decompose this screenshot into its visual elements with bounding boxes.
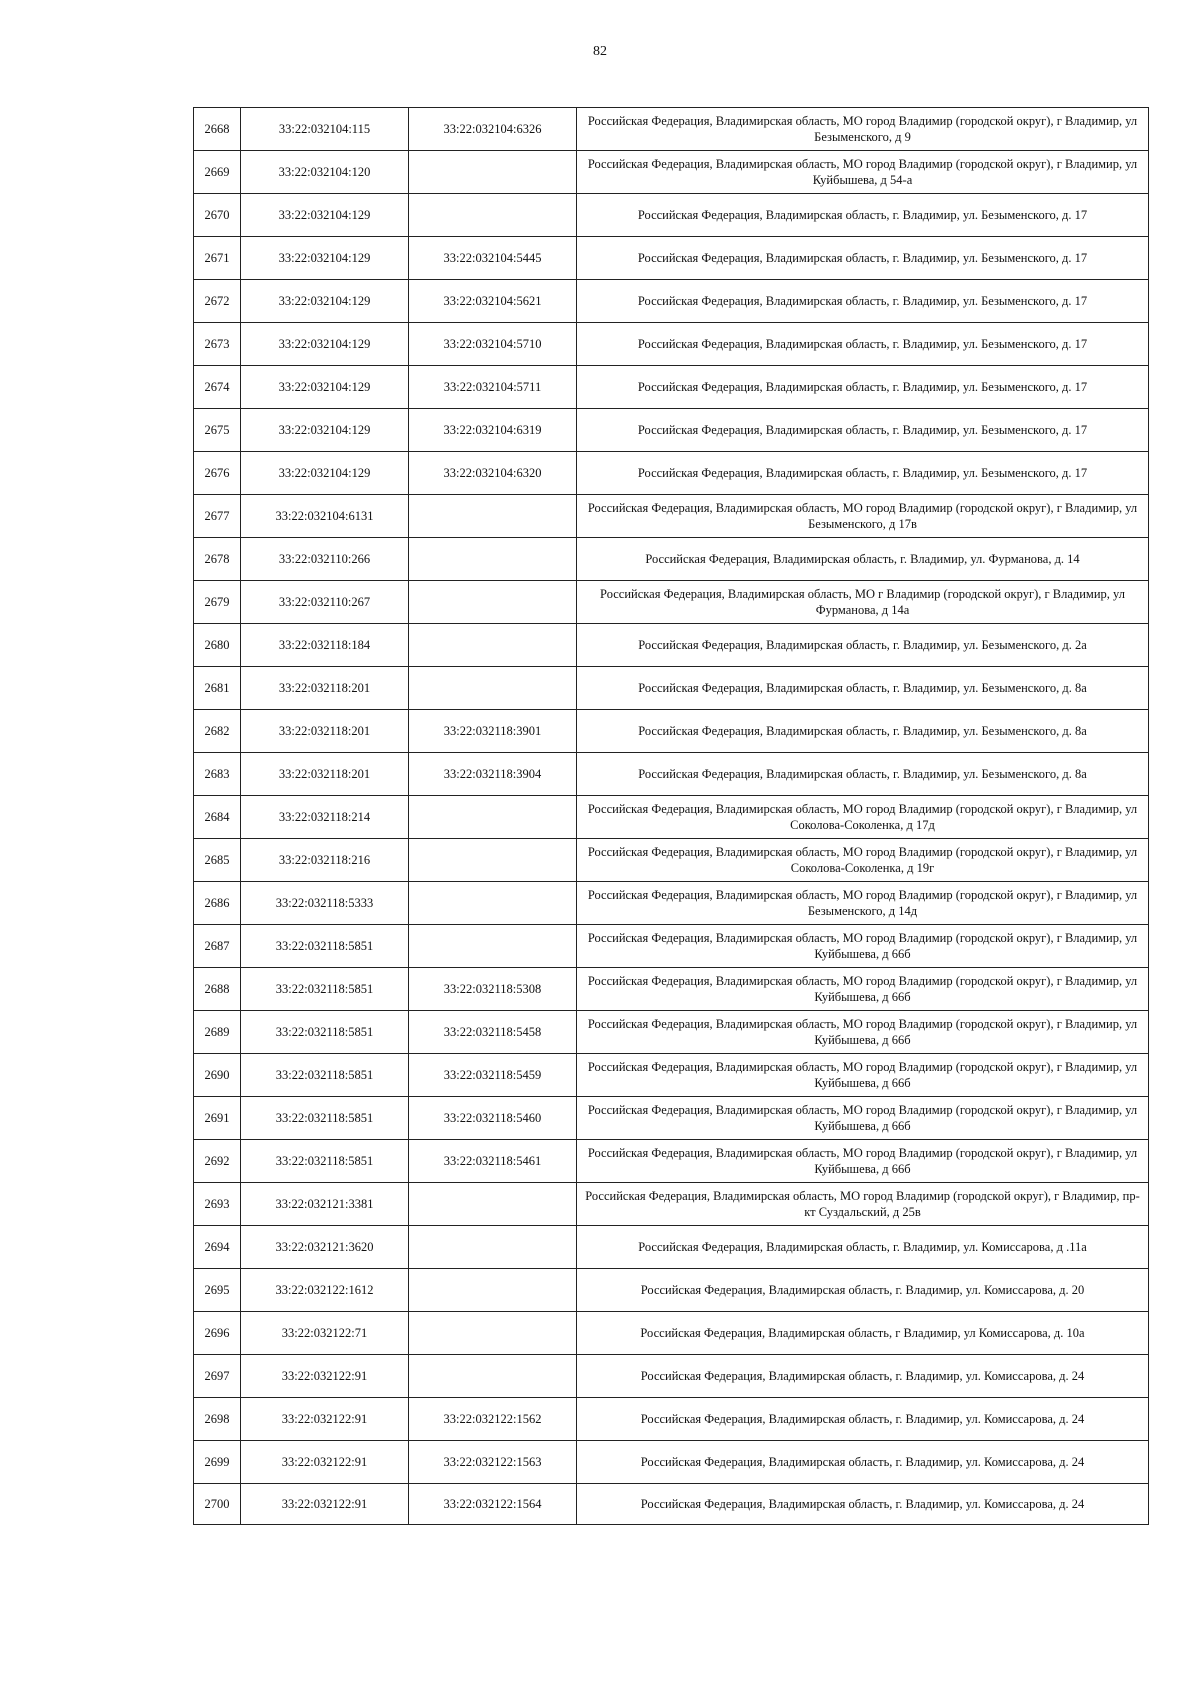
address-cell: Российская Федерация, Владимирская область, г. Владимир, ул. Комиссарова, д. 24 <box>577 1484 1149 1525</box>
table-row <box>194 1011 1149 1054</box>
cadastral-number-cell: 33:22:032118:5333 <box>241 882 409 925</box>
cadastral-number-cell: 33:22:032118:5851 <box>241 1011 409 1054</box>
table-row <box>194 1398 1149 1441</box>
row-number-cell: 2686 <box>194 882 241 925</box>
sub-object-number-cell <box>409 581 577 624</box>
sub-object-number-cell: 33:22:032104:5621 <box>409 280 577 323</box>
page-number: 82 <box>593 44 607 59</box>
table-row <box>194 1097 1149 1140</box>
row-number-cell: 2700 <box>194 1484 241 1525</box>
row-number-cell: 2684 <box>194 796 241 839</box>
address-cell: Российская Федерация, Владимирская область, г. Владимир, ул. Безыменского, д. 17 <box>577 194 1149 237</box>
address-cell: Российская Федерация, Владимирская область, г. Владимир, ул. Безыменского, д. 17 <box>577 409 1149 452</box>
sub-object-number-cell: 33:22:032118:5308 <box>409 968 577 1011</box>
table-row <box>194 108 1149 151</box>
sub-object-number-cell <box>409 1183 577 1226</box>
address-cell: Российская Федерация, Владимирская область, г. Владимир, ул. Безыменского, д. 2а <box>577 624 1149 667</box>
cadastral-number-cell: 33:22:032118:216 <box>241 839 409 882</box>
row-number-cell: 2676 <box>194 452 241 495</box>
cadastral-number-cell: 33:22:032122:91 <box>241 1398 409 1441</box>
cadastral-number-cell: 33:22:032122:91 <box>241 1355 409 1398</box>
sub-object-number-cell <box>409 796 577 839</box>
sub-object-number-cell: 33:22:032122:1562 <box>409 1398 577 1441</box>
row-number-cell: 2671 <box>194 237 241 280</box>
cadastral-number-cell: 33:22:032110:267 <box>241 581 409 624</box>
cadastral-number-cell: 33:22:032110:266 <box>241 538 409 581</box>
address-cell: Российская Федерация, Владимирская область, МО город Владимир (городской округ), г Владимир, пр-кт Суздальский, д 25в <box>577 1183 1149 1226</box>
cadastral-number-cell: 33:22:032104:129 <box>241 194 409 237</box>
row-number-cell: 2668 <box>194 108 241 151</box>
sub-object-number-cell <box>409 1355 577 1398</box>
table-row <box>194 1312 1149 1355</box>
row-number-cell: 2679 <box>194 581 241 624</box>
address-cell: Российская Федерация, Владимирская область, г. Владимир, ул. Безыменского, д. 17 <box>577 323 1149 366</box>
table-row <box>194 538 1149 581</box>
sub-object-number-cell <box>409 1226 577 1269</box>
cadastral-number-cell: 33:22:032104:129 <box>241 237 409 280</box>
cadastral-number-cell: 33:22:032118:5851 <box>241 968 409 1011</box>
table-row <box>194 1226 1149 1269</box>
address-cell: Российская Федерация, Владимирская область, МО город Владимир (городской округ), г Владимир, ул Безыменского, д 9 <box>577 108 1149 151</box>
row-number-cell: 2690 <box>194 1054 241 1097</box>
sub-object-number-cell: 33:22:032104:6319 <box>409 409 577 452</box>
table-row <box>194 882 1149 925</box>
table-row <box>194 925 1149 968</box>
address-cell: Российская Федерация, Владимирская область, г. Владимир, ул. Безыменского, д. 8а <box>577 753 1149 796</box>
sub-object-number-cell <box>409 1269 577 1312</box>
address-cell: Российская Федерация, Владимирская область, МО город Владимир (городской округ), г Владимир, ул Куйбышева, д 54-а <box>577 151 1149 194</box>
row-number-cell: 2688 <box>194 968 241 1011</box>
sub-object-number-cell: 33:22:032118:5460 <box>409 1097 577 1140</box>
row-number-cell: 2670 <box>194 194 241 237</box>
table-row <box>194 839 1149 882</box>
sub-object-number-cell: 33:22:032104:6326 <box>409 108 577 151</box>
sub-object-number-cell: 33:22:032104:5711 <box>409 366 577 409</box>
row-number-cell: 2675 <box>194 409 241 452</box>
row-number-cell: 2673 <box>194 323 241 366</box>
sub-object-number-cell: 33:22:032118:5458 <box>409 1011 577 1054</box>
table-row <box>194 796 1149 839</box>
table-row <box>194 968 1149 1011</box>
cadastral-number-cell: 33:22:032104:129 <box>241 409 409 452</box>
cadastral-number-cell: 33:22:032122:71 <box>241 1312 409 1355</box>
row-number-cell: 2674 <box>194 366 241 409</box>
table-row <box>194 667 1149 710</box>
row-number-cell: 2682 <box>194 710 241 753</box>
cadastral-number-cell: 33:22:032118:5851 <box>241 1054 409 1097</box>
row-number-cell: 2695 <box>194 1269 241 1312</box>
cadastral-number-cell: 33:22:032118:201 <box>241 710 409 753</box>
sub-object-number-cell: 33:22:032104:6320 <box>409 452 577 495</box>
address-cell: Российская Федерация, Владимирская область, МО город Владимир (городской округ), г Владимир, ул Куйбышева, д 66б <box>577 1140 1149 1183</box>
cadastral-number-cell: 33:22:032104:129 <box>241 452 409 495</box>
cadastral-number-cell: 33:22:032118:184 <box>241 624 409 667</box>
sub-object-number-cell <box>409 667 577 710</box>
cadastral-number-cell: 33:22:032118:5851 <box>241 1097 409 1140</box>
row-number-cell: 2691 <box>194 1097 241 1140</box>
table-row <box>194 1269 1149 1312</box>
address-cell: Российская Федерация, Владимирская область, МО город Владимир (городской округ), г Владимир, ул Соколова-Соколенка, д 19г <box>577 839 1149 882</box>
cadastral-number-cell: 33:22:032122:1612 <box>241 1269 409 1312</box>
sub-object-number-cell: 33:22:032118:3904 <box>409 753 577 796</box>
table-row <box>194 753 1149 796</box>
address-cell: Российская Федерация, Владимирская область, МО город Владимир (городской округ), г Владимир, ул Соколова-Соколенка, д 17д <box>577 796 1149 839</box>
row-number-cell: 2694 <box>194 1226 241 1269</box>
table-row <box>194 1054 1149 1097</box>
cadastral-number-cell: 33:22:032122:91 <box>241 1441 409 1484</box>
address-cell: Российская Федерация, Владимирская область, МО город Владимир (городской округ), г Владимир, ул Куйбышева, д 66б <box>577 1054 1149 1097</box>
address-cell: Российская Федерация, Владимирская область, г. Владимир, ул. Безыменского, д. 17 <box>577 280 1149 323</box>
address-cell: Российская Федерация, Владимирская область, МО город Владимир (городской округ), г Владимир, ул Безыменского, д 14д <box>577 882 1149 925</box>
sub-object-number-cell <box>409 194 577 237</box>
row-number-cell: 2677 <box>194 495 241 538</box>
cadastral-number-cell: 33:22:032118:201 <box>241 753 409 796</box>
row-number-cell: 2683 <box>194 753 241 796</box>
sub-object-number-cell: 33:22:032118:3901 <box>409 710 577 753</box>
row-number-cell: 2697 <box>194 1355 241 1398</box>
sub-object-number-cell <box>409 1312 577 1355</box>
sub-object-number-cell <box>409 882 577 925</box>
table-row <box>194 280 1149 323</box>
row-number-cell: 2696 <box>194 1312 241 1355</box>
table-row <box>194 409 1149 452</box>
address-cell: Российская Федерация, Владимирская область, МО город Владимир (городской округ), г Владимир, ул Куйбышева, д 66б <box>577 925 1149 968</box>
row-number-cell: 2687 <box>194 925 241 968</box>
table-row <box>194 581 1149 624</box>
registry-table-body <box>194 108 1149 1525</box>
cadastral-number-cell: 33:22:032118:5851 <box>241 1140 409 1183</box>
sub-object-number-cell <box>409 495 577 538</box>
sub-object-number-cell <box>409 151 577 194</box>
address-cell: Российская Федерация, Владимирская область, г. Владимир, ул. Комиссарова, д. 24 <box>577 1355 1149 1398</box>
sub-object-number-cell: 33:22:032118:5459 <box>409 1054 577 1097</box>
row-number-cell: 2685 <box>194 839 241 882</box>
sub-object-number-cell <box>409 538 577 581</box>
row-number-cell: 2689 <box>194 1011 241 1054</box>
sub-object-number-cell: 33:22:032118:5461 <box>409 1140 577 1183</box>
address-cell: Российская Федерация, Владимирская область, г. Владимир, ул. Комиссарова, д. 24 <box>577 1398 1149 1441</box>
table-row <box>194 1140 1149 1183</box>
address-cell: Российская Федерация, Владимирская область, МО город Владимир (городской округ), г Владимир, ул Куйбышева, д 66б <box>577 1097 1149 1140</box>
table-row <box>194 624 1149 667</box>
cadastral-number-cell: 33:22:032104:6131 <box>241 495 409 538</box>
row-number-cell: 2698 <box>194 1398 241 1441</box>
address-cell: Российская Федерация, Владимирская область, г. Владимир, ул. Комиссарова, д .11а <box>577 1226 1149 1269</box>
sub-object-number-cell: 33:22:032122:1564 <box>409 1484 577 1525</box>
table-row <box>194 1441 1149 1484</box>
cadastral-number-cell: 33:22:032118:214 <box>241 796 409 839</box>
row-number-cell: 2672 <box>194 280 241 323</box>
cadastral-number-cell: 33:22:032104:120 <box>241 151 409 194</box>
table-row <box>194 495 1149 538</box>
address-cell: Российская Федерация, Владимирская область, г. Владимир, ул. Безыменского, д. 8а <box>577 710 1149 753</box>
cadastral-number-cell: 33:22:032121:3381 <box>241 1183 409 1226</box>
registry-table <box>193 107 1149 1525</box>
sub-object-number-cell: 33:22:032104:5445 <box>409 237 577 280</box>
table-row <box>194 366 1149 409</box>
table-row <box>194 1355 1149 1398</box>
cadastral-number-cell: 33:22:032118:201 <box>241 667 409 710</box>
address-cell: Российская Федерация, Владимирская область, г Владимир, ул Комиссарова, д. 10а <box>577 1312 1149 1355</box>
row-number-cell: 2669 <box>194 151 241 194</box>
table-row <box>194 194 1149 237</box>
address-cell: Российская Федерация, Владимирская область, МО город Владимир (городской округ), г Владимир, ул Куйбышева, д 66б <box>577 1011 1149 1054</box>
address-cell: Российская Федерация, Владимирская область, МО город Владимир (городской округ), г Владимир, ул Безыменского, д 17в <box>577 495 1149 538</box>
row-number-cell: 2699 <box>194 1441 241 1484</box>
row-number-cell: 2681 <box>194 667 241 710</box>
table-row <box>194 1484 1149 1525</box>
table-row <box>194 1183 1149 1226</box>
address-cell: Российская Федерация, Владимирская область, МО город Владимир (городской округ), г Владимир, ул Куйбышева, д 66б <box>577 968 1149 1011</box>
address-cell: Российская Федерация, Владимирская область, г. Владимир, ул. Комиссарова, д. 24 <box>577 1441 1149 1484</box>
table-row <box>194 323 1149 366</box>
address-cell: Российская Федерация, Владимирская область, г. Владимир, ул. Комиссарова, д. 20 <box>577 1269 1149 1312</box>
row-number-cell: 2693 <box>194 1183 241 1226</box>
cadastral-number-cell: 33:22:032122:91 <box>241 1484 409 1525</box>
sub-object-number-cell: 33:22:032104:5710 <box>409 323 577 366</box>
table-row <box>194 237 1149 280</box>
cadastral-number-cell: 33:22:032118:5851 <box>241 925 409 968</box>
row-number-cell: 2692 <box>194 1140 241 1183</box>
table-row <box>194 151 1149 194</box>
cadastral-number-cell: 33:22:032121:3620 <box>241 1226 409 1269</box>
sub-object-number-cell <box>409 624 577 667</box>
sub-object-number-cell: 33:22:032122:1563 <box>409 1441 577 1484</box>
address-cell: Российская Федерация, Владимирская область, г. Владимир, ул. Безыменского, д. 17 <box>577 366 1149 409</box>
cadastral-number-cell: 33:22:032104:129 <box>241 280 409 323</box>
address-cell: Российская Федерация, Владимирская область, г. Владимир, ул. Фурманова, д. 14 <box>577 538 1149 581</box>
address-cell: Российская Федерация, Владимирская область, г. Владимир, ул. Безыменского, д. 17 <box>577 237 1149 280</box>
address-cell: Российская Федерация, Владимирская область, МО г Владимир (городской округ), г Владимир, ул Фурманова, д 14а <box>577 581 1149 624</box>
cadastral-number-cell: 33:22:032104:115 <box>241 108 409 151</box>
row-number-cell: 2680 <box>194 624 241 667</box>
cadastral-number-cell: 33:22:032104:129 <box>241 366 409 409</box>
address-cell: Российская Федерация, Владимирская область, г. Владимир, ул. Безыменского, д. 17 <box>577 452 1149 495</box>
sub-object-number-cell <box>409 925 577 968</box>
table-row <box>194 452 1149 495</box>
table-row <box>194 710 1149 753</box>
sub-object-number-cell <box>409 839 577 882</box>
address-cell: Российская Федерация, Владимирская область, г. Владимир, ул. Безыменского, д. 8а <box>577 667 1149 710</box>
row-number-cell: 2678 <box>194 538 241 581</box>
cadastral-number-cell: 33:22:032104:129 <box>241 323 409 366</box>
